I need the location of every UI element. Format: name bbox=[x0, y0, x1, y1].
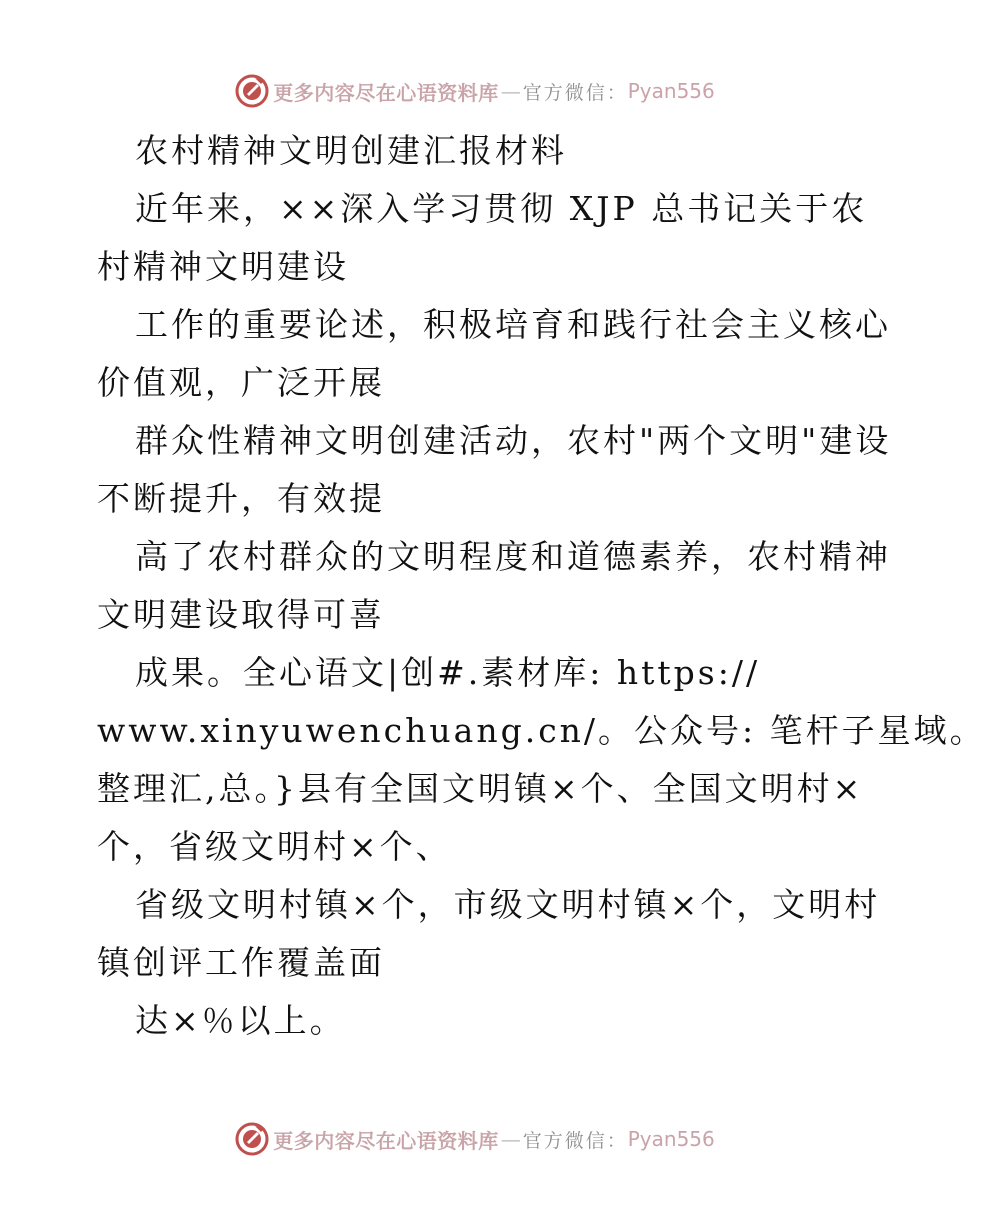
paragraph-line: 群众性精神文明创建活动，农村"两个文明"建设 bbox=[135, 421, 892, 460]
paragraph-line: 村精神文明建设 bbox=[97, 247, 349, 286]
paragraph-line: 个，省级文明村×个、 bbox=[97, 827, 452, 866]
paragraph-line: www.xinyuwenchuang.cn/。公众号: 笔杆子星域。 bbox=[97, 711, 986, 750]
paragraph-line: 省级文明村镇×个，市级文明村镇×个，文明村 bbox=[135, 885, 881, 924]
paragraph-line: 成果。全心语文|创#.素材库: https:// bbox=[135, 653, 761, 692]
document-body bbox=[97, 122, 986, 1050]
paragraph-line: 不断提升，有效提 bbox=[97, 479, 385, 518]
banner-slogan: 更多内容尽在心语资料库 bbox=[273, 1128, 499, 1153]
paragraph-line: 近年来，××深入学习贯彻 XJP 总书记关于农 bbox=[135, 189, 868, 228]
paragraph-line: 达×％以上。 bbox=[135, 1001, 346, 1040]
banner-separator: — bbox=[500, 79, 521, 103]
banner-wechat-id: Pyan556 bbox=[627, 79, 715, 103]
paragraph-line: 整理汇,总。}县有全国文明镇×个、全国文明村× bbox=[97, 769, 864, 808]
paragraph-line: 价值观，广泛开展 bbox=[97, 363, 385, 402]
banner-wechat-label: 官方微信： bbox=[522, 1129, 628, 1152]
header-banner bbox=[0, 71, 950, 111]
footer-banner bbox=[0, 1119, 950, 1159]
banner-separator: — bbox=[500, 1127, 521, 1151]
banner-wechat-id: Pyan556 bbox=[627, 1127, 715, 1151]
paragraph-line: 镇创评工作覆盖面 bbox=[97, 943, 385, 982]
banner-slogan: 更多内容尽在心语资料库 bbox=[273, 80, 499, 105]
logo-icon bbox=[235, 1122, 269, 1156]
paragraph-line: 高了农村群众的文明程度和道德素养，农村精神 bbox=[135, 537, 891, 576]
paragraph-line: 工作的重要论述，积极培育和践行社会主义核心 bbox=[135, 305, 891, 344]
logo-icon bbox=[235, 74, 269, 108]
paragraph-line: 文明建设取得可喜 bbox=[97, 595, 385, 634]
document-title: 农村精神文明创建汇报材料 bbox=[135, 131, 567, 170]
banner-wechat-label: 官方微信： bbox=[522, 81, 628, 104]
